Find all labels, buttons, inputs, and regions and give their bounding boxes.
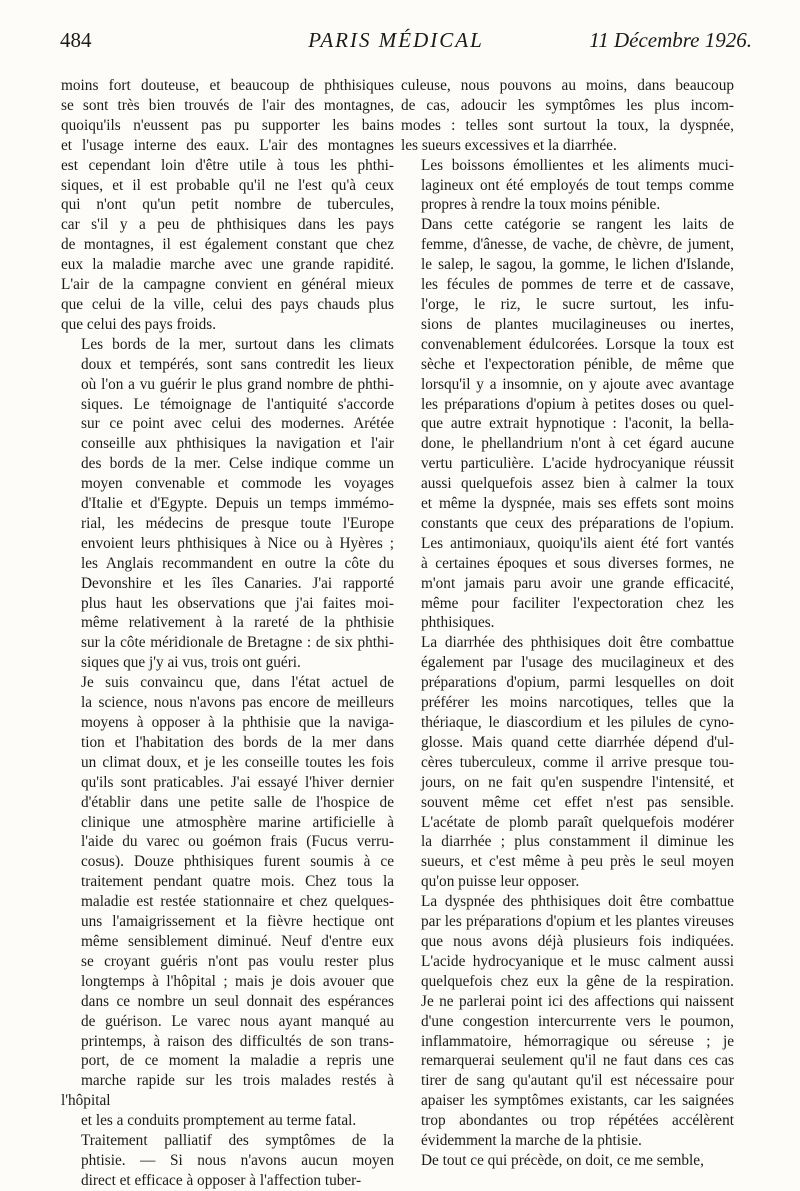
text-line: préparations d'opium, parmi lesquelles on doit: [421, 674, 734, 692]
text-line: les fécules de pommes de terre et de cassave,: [421, 276, 734, 294]
text-line: envoient leurs phthisiques à Nice ou à Hyères ;: [81, 534, 394, 552]
journal-title: PARIS MÉDICAL: [308, 28, 484, 52]
text-line: que celui des pays froids.: [61, 315, 217, 333]
page-number: 484: [60, 28, 92, 52]
text-line: inflammatoire, hémorragique ou séreuse ; je: [421, 1032, 734, 1050]
text-line: printemps, à raison des difficultés de son trans-: [81, 1032, 394, 1050]
text-line: lorsqu'il y a insomnie, on y ajoute avec avantage: [421, 375, 734, 393]
paragraph: [61, 1131, 394, 1191]
text-line: moyen convenable et commode les voyages: [81, 475, 394, 493]
text-line: rial, les médecins de presque toute l'Europe: [81, 514, 394, 532]
text-line: un climat doux, et je les conseille toutes les fois: [81, 753, 394, 771]
paragraph: [401, 215, 734, 633]
text-line: que autre extrait hypnotique : l'aconit, la bella-: [421, 415, 734, 433]
text-line: Je ne parlerai point ici des affections qui naissent: [421, 992, 734, 1010]
text-line: aussi quelquefois assez bien à calmer la toux: [421, 475, 734, 493]
text-line: port, de ce moment la maladie a repris une: [81, 1052, 394, 1070]
text-line: culeuse, nous pouvons au moins, dans beaucoup: [401, 77, 734, 94]
text-line: se croyant guéris n'ont pas voulu rester plus: [81, 952, 394, 970]
text-line: marche rapide sur les trois malades restés à l'hôpital: [61, 1072, 394, 1110]
left-text-column: [61, 76, 394, 1191]
text-line: maladie est restée stationnaire et chez quelques-: [81, 893, 394, 911]
text-line: Traitement palliatif des symptômes de la: [81, 1132, 394, 1150]
text-line: remarquerai seulement qu'il ne faut dans ces cas: [421, 1052, 734, 1070]
text-line: qu'ils sont praticables. J'ai essayé l'hiver dernier: [81, 773, 394, 791]
paragraph: [401, 1151, 734, 1171]
text-line: et les a conduits promptement au terme fatal.: [81, 1112, 357, 1130]
text-line: De tout ce qui précède, on doit, ce me semble,: [421, 1151, 704, 1169]
text-line: femme, d'ânesse, de vache, de chèvre, de jument,: [421, 236, 734, 254]
text-line: d'Italie et d'Egypte. Depuis un temps immémo-: [81, 495, 394, 513]
text-line: également par l'usage des mucilagineux et des: [421, 654, 734, 672]
text-line: moins fort douteuse, et beaucoup de phthisiques: [61, 77, 394, 94]
text-line: sueurs, et c'est même à peu près le seul moyen: [421, 853, 734, 871]
text-line: qu'on puisse leur opposer.: [421, 873, 580, 891]
text-line: m'ont jamais paru avoir une grande efficacité,: [421, 574, 734, 592]
text-line: Les antimoniaux, quoiqu'ils aient été fort vantés: [421, 534, 734, 552]
text-line: même sensiblement diminué. Neuf d'entre eux: [81, 932, 394, 950]
text-line: plus haut les observations que j'ai faites moi-: [81, 594, 394, 612]
text-line: à certaines époques et sous diverses formes, ne: [421, 554, 734, 572]
text-line: clinique une atmosphère marine artificielle à: [81, 813, 394, 831]
text-line: La diarrhée des phthisiques doit être combattue: [421, 634, 734, 652]
text-line: que celui de la ville, celui des pays chauds plus: [61, 295, 394, 313]
text-line: L'air de la campagne convient en général mieux: [61, 276, 394, 294]
text-line: uns l'amaigrissement et la fièvre hectique ont: [81, 913, 394, 931]
paragraph: [61, 76, 394, 335]
text-line: par les préparations d'opium et les plantes vireuses: [421, 913, 734, 931]
text-line: Les bords de la mer, surtout dans les climats: [81, 335, 394, 353]
text-line: moyens à opposer à la phthisie que la naviga-: [81, 714, 394, 731]
text-line: eux la maladie marche avec une grande rapidité.: [61, 256, 394, 274]
text-line: siques, et il est probable qu'il ne l'est qu'à ceux: [61, 176, 394, 194]
text-line: la science, nous n'avons pas encore de meilleurs: [81, 694, 394, 712]
text-line: Je suis convaincu que, dans l'état actuel de: [81, 674, 394, 692]
text-line: de guérison. Le varec nous ayant manqué au: [81, 1012, 394, 1030]
text-line: la diarrhée ; plus constamment il diminue les: [421, 833, 734, 851]
text-line: phtisie. — Si nous n'avons aucun moyen: [81, 1151, 394, 1169]
text-line: constants que ceux des préparations de l'opium.: [421, 514, 734, 532]
text-line: trop abondantes ou trop répétées accélèrent: [421, 1112, 734, 1130]
text-line: jours, on ne fait qu'en suspendre l'intensité, et: [421, 773, 734, 791]
paragraph: [61, 335, 394, 673]
text-line: phthisiques.: [421, 614, 495, 632]
text-line: sions de plantes mucilagineuses ou inertes,: [421, 315, 734, 333]
text-line: siques. Le témoignage de l'antiquité s'accorde: [81, 395, 394, 413]
text-line: longtemps à l'hôpital ; mais je dois avouer que: [81, 972, 394, 990]
paragraph: [401, 892, 734, 1151]
text-line: direct et efficace à opposer à l'affection tuber-: [81, 1171, 362, 1189]
text-line: quoiqu'ils n'eussent pas pu supporter les bains: [61, 116, 394, 134]
issue-date: 11 Décembre 1926.: [589, 28, 752, 52]
text-line: souvent même cet effet n'est pas sensible.: [421, 793, 734, 811]
text-line: traitement pendant quatre mois. Chez tous la: [81, 873, 394, 891]
right-text-column: [401, 76, 734, 1171]
text-line: que nous avons déjà plusieurs fois indiquées.: [421, 932, 734, 950]
text-line: convenablement édulcorées. Lorsque la toux est: [421, 335, 734, 353]
text-line: lagineux ont été employés de tout temps comme: [421, 176, 734, 194]
text-line: quelquefois chez eux la gêne de la respiration.: [421, 972, 734, 990]
text-line: le salep, le sagou, la gomme, le lichen d'Islande,: [421, 256, 734, 274]
text-line: d'une congestion intercurrente vers le poumon,: [421, 1012, 734, 1030]
text-line: de montagnes, il est également constant que chez: [61, 236, 394, 254]
text-line: Les boissons émollientes et les aliments muci-: [421, 156, 734, 174]
text-line: vertu particulière. L'acide hydrocyanique réussit: [421, 455, 734, 473]
text-line: cosus). Douze phthisiques furent soumis à ce: [81, 853, 394, 871]
text-line: dans ce nombre un seul donnait des espérances: [81, 992, 394, 1010]
paragraph: [401, 633, 734, 892]
text-line: et même la dyspnée, mais ses effets sont moins: [421, 495, 734, 513]
text-line: tirer de sang qu'autant qu'il est nécessaire pour: [421, 1072, 734, 1090]
text-line: les Anglais recommandent en outre la côte du: [81, 554, 394, 572]
text-line: doux et tempérés, sont sans contredit les lieux: [81, 355, 394, 373]
text-line: car s'il y a peu de phthisiques dans les pays: [61, 216, 394, 234]
text-line: tion et l'habitation des bords de la mer dans: [81, 733, 394, 751]
text-line: propres à rendre la toux moins pénible.: [421, 196, 661, 214]
text-line: est cependant loin d'être utile à tous les phthi-: [61, 156, 394, 174]
text-line: L'acide hydrocyanique et le musc calment aussi: [421, 952, 734, 970]
text-line: de cas, adoucir les symptômes les plus incom-: [401, 96, 734, 114]
text-line: sur ce point avec celui des modernes. Arétée: [81, 415, 394, 433]
text-line: et l'usage interne des eaux. L'air des montagnes: [61, 136, 394, 154]
text-line: l'orge, le riz, le sucre surtout, les infu-: [421, 295, 734, 313]
text-line: glosse. Mais quand cette diarrhée dépend d'ul-: [421, 733, 734, 751]
text-line: thériaque, le diascordium et les pilules de cyno-: [421, 714, 734, 731]
text-line: les sueurs excessives et la diarrhée.: [401, 136, 617, 154]
text-line: sur la côte méridionale de Bretagne : de six phthi-: [81, 634, 394, 652]
text-line: où l'on a vu guérir le plus grand nombre de phthi-: [81, 375, 394, 393]
text-line: L'acétate de plomb paraît quelquefois modérer: [421, 813, 734, 831]
paragraph: [61, 673, 394, 1131]
text-line: siques que j'y ai vus, trois ont guéri.: [81, 654, 301, 672]
text-line: sèche et l'expectoration pénible, de même que: [421, 355, 734, 373]
text-line: modes : telles sont surtout la toux, la dyspnée,: [401, 116, 734, 134]
text-line: done, le phellandrium n'ont à cet égard aucune: [421, 435, 734, 453]
text-line: cères tuberculeux, comme il arrive presque tou-: [421, 753, 734, 771]
text-line: se sont très bien trouvés de l'air des montagnes,: [61, 96, 394, 114]
text-line: La dyspnée des phthisiques doit être combattue: [421, 893, 734, 911]
text-line: apaiser les symptômes existants, car les saignées: [421, 1092, 734, 1110]
text-line: Devonshire et les îles Canaries. J'ai rapporté: [81, 574, 394, 592]
text-line: qui n'ont qu'un petit nombre de tubercules,: [61, 196, 394, 214]
page-header: [40, 26, 752, 56]
text-line: l'aide du varec ou goémon frais (Fucus verru-: [81, 833, 394, 851]
paragraph: [401, 76, 734, 156]
text-line: évidemment la marche de la phtisie.: [421, 1132, 642, 1150]
text-line: conseille aux phthisiques la navigation et l'air: [81, 435, 394, 453]
text-line: d'établir dans une petite salle de l'hospice de: [81, 793, 394, 811]
text-line: des bords de la mer. Celse indique comme un: [81, 455, 394, 473]
text-line: même relativement à la rareté de la phthisie: [81, 614, 394, 632]
text-line: Dans cette catégorie se rangent les laits de: [421, 216, 734, 234]
paragraph: [401, 156, 734, 216]
text-line: même pour faciliter l'expectoration chez les: [421, 594, 734, 612]
text-line: préférer les moins narcotiques, telles que la: [421, 694, 734, 712]
text-line: les préparations d'opium à petites doses ou quel-: [421, 395, 734, 413]
